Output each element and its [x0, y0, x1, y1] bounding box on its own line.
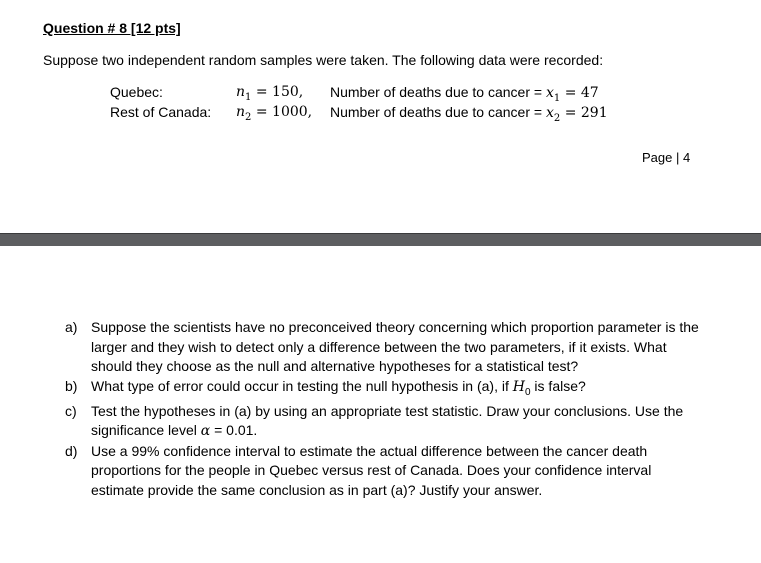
- n-subscript: 2: [245, 111, 252, 123]
- question-text: Suppose the scientists have no preconceived theory concerning which proportion parameter is the larger and they wish to detect only a difference between the two parameters, if it exists. What should they choose as the null and alternative hypotheses for a statistical test?: [91, 319, 699, 374]
- x-value: = 47: [560, 85, 599, 101]
- question-text-start: Test the hypotheses in (a) by using an appropriate test statistic. Draw your conclusions. Use the significance level: [91, 402, 684, 439]
- question-item-b: [65, 377, 745, 402]
- question-item-c: [65, 402, 745, 442]
- question-item-d: [65, 442, 745, 501]
- h-subscript: 0: [524, 386, 531, 398]
- deaths-label: Number of deaths due to cancer =: [330, 104, 546, 120]
- x-subscript: 2: [553, 112, 561, 124]
- sample-size-expression: [236, 104, 312, 123]
- h-symbol: H: [512, 378, 525, 395]
- question-list: [65, 318, 745, 500]
- n-symbol: n: [236, 84, 246, 100]
- x-subscript: 1: [553, 92, 561, 104]
- question-letter: b): [65, 377, 78, 394]
- x-value: = 291: [560, 105, 608, 121]
- question-text: [91, 402, 745, 442]
- deaths-expression: [330, 84, 599, 104]
- x-symbol: x: [545, 105, 554, 121]
- question-letter: d): [65, 442, 78, 459]
- question-text: Use a 99% confidence interval to estimate the actual difference between the cancer death proportions for the people in Quebec versus rest of Canada. Does your confidence interval estimate provide the same conclusion as in part (a)? Justify your answer.: [91, 442, 652, 498]
- page-break-divider: [0, 233, 761, 246]
- question-item-a: [65, 318, 745, 377]
- n-symbol: n: [236, 104, 246, 120]
- intro-text: Suppose two independent random samples were taken. The following data were recorded:: [43, 52, 604, 68]
- n-value: = 1000,: [251, 104, 313, 120]
- n-subscript: 1: [245, 91, 252, 103]
- page-number-footer: Page | 4: [642, 150, 691, 165]
- deaths-expression: [330, 104, 608, 124]
- n-value: = 150,: [251, 84, 304, 100]
- region-label: Quebec:: [110, 84, 163, 100]
- sample-size-expression: [236, 84, 303, 103]
- question-text-end: is false?: [530, 377, 586, 394]
- question-text-start: What type of error could occur in testing the null hypothesis in (a), if: [91, 377, 513, 394]
- x-symbol: x: [545, 85, 554, 101]
- question-letter: c): [65, 402, 77, 419]
- alpha-symbol: α: [200, 423, 211, 440]
- question-letter: a): [65, 319, 78, 335]
- region-label: Rest of Canada:: [110, 104, 212, 120]
- question-text: [91, 377, 745, 402]
- question-text-end: = 0.01.: [210, 422, 258, 439]
- question-heading: Question # 8 [12 pts]: [43, 20, 181, 36]
- deaths-label: Number of deaths due to cancer =: [330, 84, 546, 100]
